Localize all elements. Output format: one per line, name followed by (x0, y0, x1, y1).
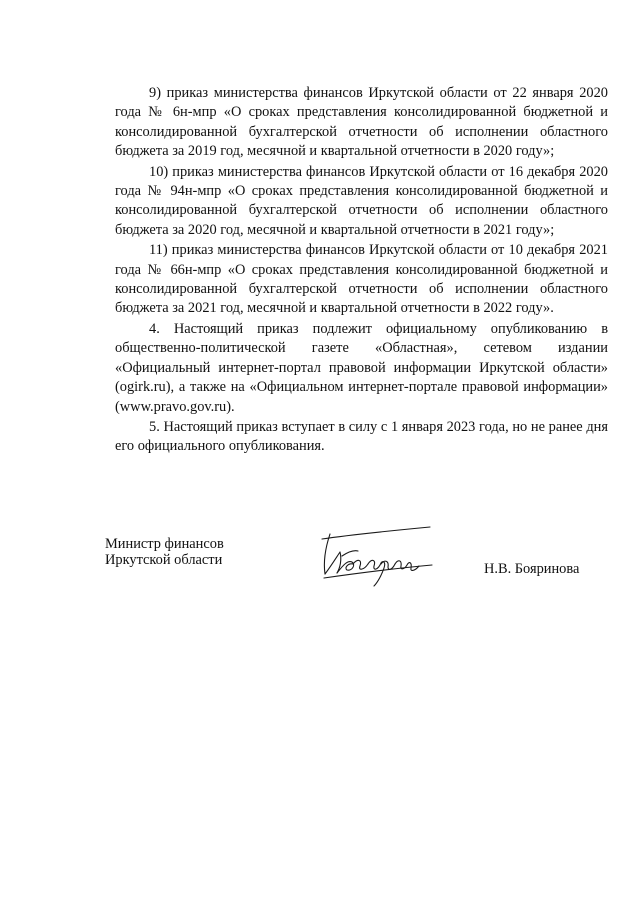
repealed-order-item-9: 9) приказ министерства финансов Иркутской области от 22 января 2020 года № 6н-мпр «О сроках представления консолидированной бюджетной и консолидированной бухгалтерской отчетности об исполнении областного бюджета за 2019 год, месячной и квартальной отчетности в 2020 году»; (115, 85, 608, 160)
signer-position-line-2: Иркутской области (105, 552, 223, 568)
signer-position-line-1: Министр финансов (105, 536, 224, 552)
repealed-order-item-10: 10) приказ министерства финансов Иркутской области от 16 декабря 2020 года № 94н-мпр «О сроках представления консолидированной бюджетной и консолидированной бухгалтерской отчетности об исполнении областного бюджета за 2020 год, месячной и квартальной отчетности в 2021 году»; (115, 163, 608, 238)
effective-date-clause: 5. Настоящий приказ вступает в силу с 1 января 2023 года, но не ранее дня его официального опубликования. (115, 418, 608, 455)
handwritten-signature (318, 518, 438, 588)
signer-position (105, 536, 285, 568)
signer-name: Н.В. Бояринова (484, 561, 580, 577)
publication-clause: 4. Настоящий приказ подлежит официальному опубликованию в общественно-политической газете «Областная», сетевом издании «Официальный интернет-портал правовой информации Иркутской области» (ogirk.ru), а также на «Официальном интернет-портале правовой информации» (www.pravo.gov.ru). (115, 320, 608, 415)
repealed-order-item-11: 11) приказ министерства финансов Иркутской области от 10 декабря 2021 года № 66н-мпр «О сроках представления консолидированной бюджетной и консолидированной бухгалтерской отчетности об исполнении областного бюджета за 2021 год, месячной и квартальной отчетности в 2022 году». (115, 242, 608, 317)
